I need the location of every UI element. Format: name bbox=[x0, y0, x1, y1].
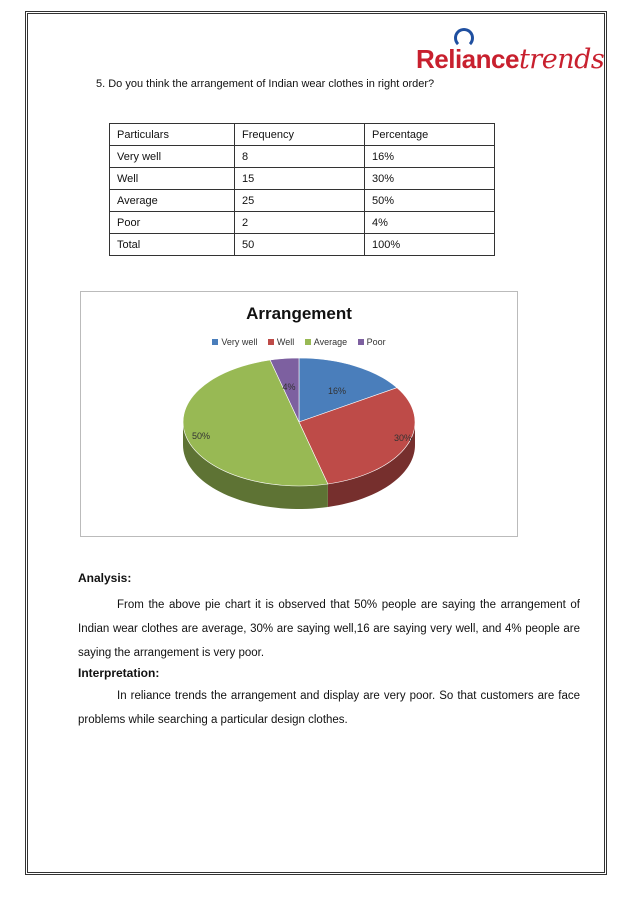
table-cell: Well bbox=[110, 168, 235, 190]
table-row bbox=[110, 212, 495, 234]
table-cell: 15 bbox=[235, 168, 365, 190]
pie-label-very-well: 16% bbox=[327, 386, 347, 396]
pie-label-average: 50% bbox=[191, 431, 211, 441]
legend-label: Well bbox=[276, 337, 295, 347]
table-row bbox=[110, 190, 495, 212]
interpretation-heading: Interpretation: bbox=[78, 666, 160, 680]
legend-label: Average bbox=[313, 337, 348, 347]
chart-title: Arrangement bbox=[246, 304, 352, 323]
table-cell: Average bbox=[110, 190, 235, 212]
table-cell: 8 bbox=[235, 146, 365, 168]
logo-brand: Reliance bbox=[416, 44, 519, 74]
table-cell: 30% bbox=[365, 168, 495, 190]
table-cell: 50 bbox=[235, 234, 365, 256]
table-cell: 50% bbox=[365, 190, 495, 212]
table-cell: Poor bbox=[110, 212, 235, 234]
table-header-cell: Percentage bbox=[365, 124, 495, 146]
table-row bbox=[110, 234, 495, 256]
table-cell: Very well bbox=[110, 146, 235, 168]
table-row bbox=[110, 146, 495, 168]
frequency-table bbox=[109, 123, 495, 256]
table-row bbox=[110, 168, 495, 190]
table-cell: 100% bbox=[365, 234, 495, 256]
table-header-row bbox=[110, 124, 495, 146]
pie-label-well: 30% bbox=[393, 433, 413, 443]
table-cell: 25 bbox=[235, 190, 365, 212]
analysis-heading: Analysis: bbox=[78, 571, 132, 585]
table-cell: 4% bbox=[365, 212, 495, 234]
table-header-cell: Frequency bbox=[235, 124, 365, 146]
legend-label: Poor bbox=[366, 337, 386, 347]
question-text: 5. Do you think the arrangement of Indian wear clothes in right order? bbox=[96, 78, 435, 90]
legend-label: Very well bbox=[221, 337, 258, 347]
logo-sub: trends bbox=[518, 44, 605, 75]
reliance-trends-logo bbox=[410, 24, 608, 80]
table-cell: Total bbox=[110, 234, 235, 256]
pie-chart bbox=[80, 291, 518, 537]
pie-label-poor: 4% bbox=[282, 382, 296, 392]
analysis-text: From the above pie chart it is observed that 50% people are saying the arrangement of Indian wear clothes are average, 30% are saying well,16 are saying very well, and 4% people are saying the arrangement is very poor. bbox=[78, 599, 580, 659]
table-header-cell: Particulars bbox=[110, 124, 235, 146]
table-cell: 16% bbox=[365, 146, 495, 168]
table-cell: 2 bbox=[235, 212, 365, 234]
pie-plot-area bbox=[81, 292, 517, 536]
interpretation-text: In reliance trends the arrangement and display are very poor. So that customers are face problems while searching a particular design clothes. bbox=[78, 690, 580, 726]
